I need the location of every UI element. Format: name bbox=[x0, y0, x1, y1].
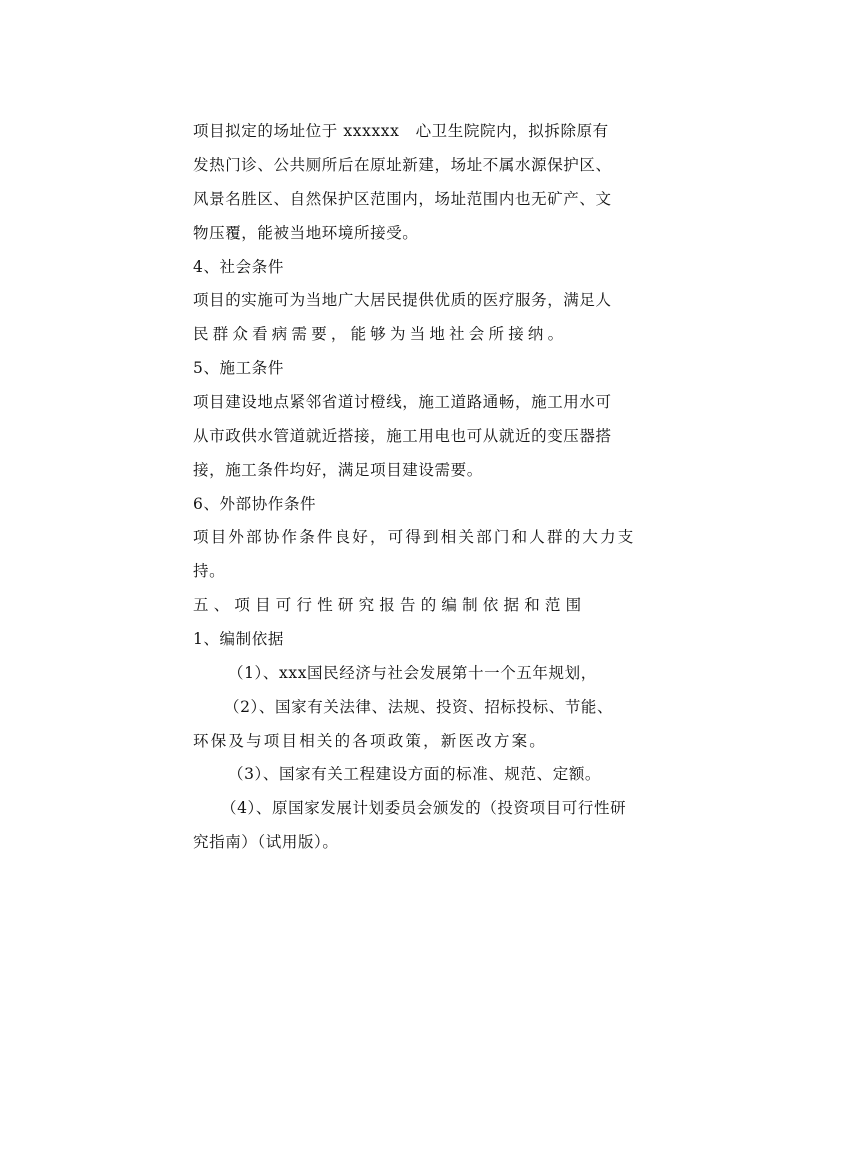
basis-item-4-line-1: （4）、原国家发展计划委员会颁发的（投资项目可行性研 bbox=[221, 799, 627, 817]
basis-item-1: （1）、xxx国民经济与社会发展第十一个五年规划， bbox=[228, 664, 597, 682]
basis-item-2-line-1: （2）、国家有关法律、法规、投资、招标投标、节能、 bbox=[224, 698, 614, 716]
paragraph-construction-line-1: 项目建设地点紧邻省道讨橙线，施工道路通畅，施工用水可 bbox=[193, 393, 612, 411]
paragraph-social-line-1: 项目的实施可为当地广大居民提供优质的医疗服务，满足人 bbox=[193, 291, 612, 309]
basis-item-3: （3）、国家有关工程建设方面的标准、规范、定额。 bbox=[228, 765, 602, 783]
paragraph-external-line-2: 持。 bbox=[193, 562, 226, 580]
section-heading-basis-and-scope: 五、项目可行性研究报告的编制依据和范围 bbox=[193, 596, 587, 614]
heading-external-cooperation: 6、外部协作条件 bbox=[193, 495, 317, 513]
heading-social-conditions: 4、社会条件 bbox=[193, 258, 284, 276]
basis-item-4-line-2: 究指南）（试用版）。 bbox=[193, 833, 339, 851]
paragraph-external-line-1: 项目外部协作条件良好，可得到相关部门和人群的大力支 bbox=[193, 528, 636, 546]
basis-item-2-line-2: 环保及与项目相关的各项政策，新医改方案。 bbox=[193, 732, 548, 750]
paragraph-site-line-1: 项目拟定的场址位于 xxxxxx 心卫生院院内，拟拆除原有 bbox=[193, 122, 609, 140]
paragraph-construction-line-3: 接，施工条件均好，满足项目建设需要。 bbox=[193, 461, 483, 479]
paragraph-social-line-2: 民群众看病需要，能够为当地社会所接纳。 bbox=[193, 325, 568, 343]
heading-compilation-basis: 1、编制依据 bbox=[193, 630, 284, 648]
paragraph-construction-line-2: 从市政供水管道就近搭接，施工用电也可从就近的变压器搭 bbox=[193, 427, 612, 445]
paragraph-site-line-4: 物压覆，能被当地环境所接受。 bbox=[193, 224, 419, 242]
paragraph-site-line-3: 风景名胜区、自然保护区范围内，场址范围内也无矿产、文 bbox=[193, 190, 612, 208]
paragraph-site-line-2: 发热门诊、公共厕所后在原址新建，场址不属水源保护区、 bbox=[193, 156, 612, 174]
heading-construction-conditions: 5、施工条件 bbox=[193, 359, 284, 377]
